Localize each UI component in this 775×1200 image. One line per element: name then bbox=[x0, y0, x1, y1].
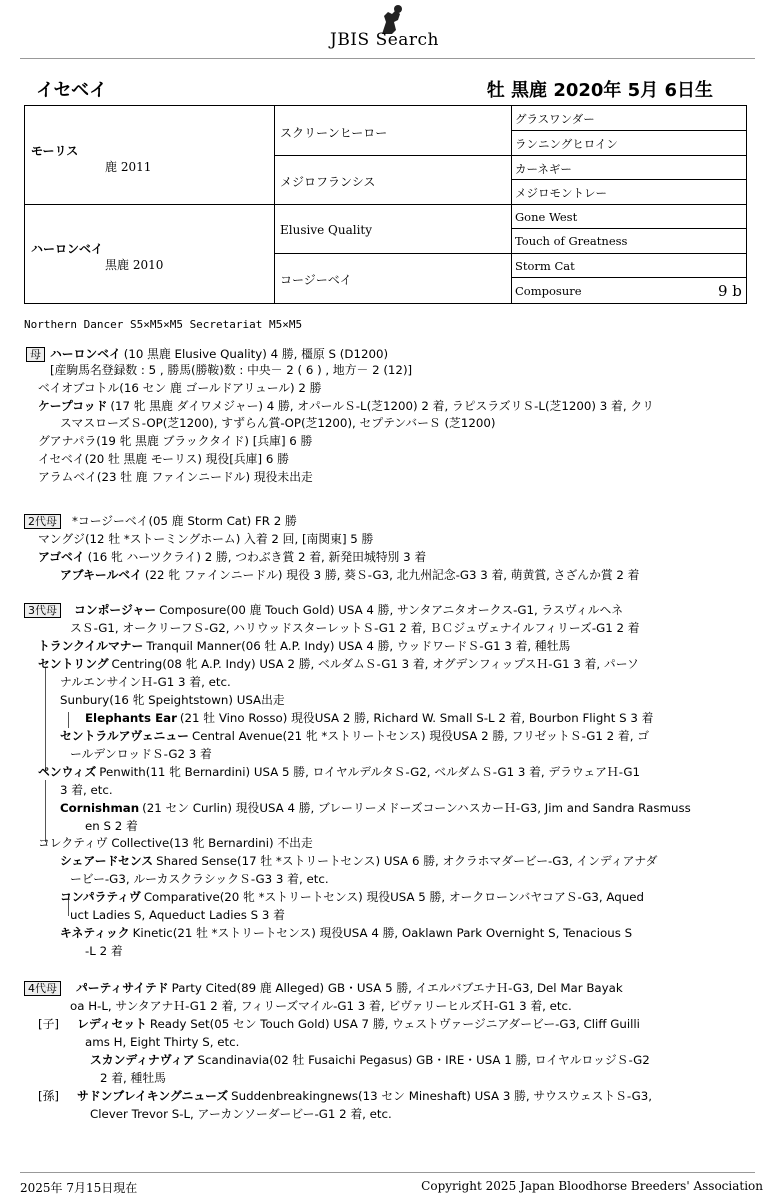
family-line bbox=[38, 764, 640, 780]
family-line bbox=[38, 469, 313, 485]
line-text: スマスローズＳ-OP(芝1200), すずらん賞-OP(芝1200), セプテンバーＳ (芝1200) bbox=[60, 416, 496, 430]
line-text: Ready Set(05 セン Touch Gold) USA 7 勝, ウェストヴァージニアダービー-G3, Cliff Guilli bbox=[149, 1017, 640, 1031]
family-line bbox=[90, 1106, 392, 1122]
family-line bbox=[50, 346, 388, 362]
line-text: (21 セン Curlin) 現役USA 4 勝, ブレーリーメドーズコーンハスカーＨ-G3, Jim and Sandra Rasmuss bbox=[142, 801, 691, 815]
line-text: (21 牡 Vino Rosso) 現役USA 2 勝, Richard W. Small S-L 2 着, Bourbon Flight S 3 着 bbox=[179, 711, 654, 725]
family-line bbox=[70, 871, 329, 887]
family-line bbox=[85, 710, 653, 726]
generation-marker: [孫] bbox=[38, 1089, 60, 1103]
footer-divider bbox=[20, 1172, 755, 1173]
family-line bbox=[85, 943, 123, 959]
line-text: イセベイ(20 牡 黒鹿 モーリス) 現役[兵庫] 6 勝 bbox=[38, 452, 289, 466]
line-text: グアナパラ(19 牝 黒鹿 ブラックタイド) [兵庫] 6 勝 bbox=[38, 434, 313, 448]
g3-5[interactable]: Gone West bbox=[515, 210, 578, 224]
family-line bbox=[85, 1034, 239, 1050]
horse-link[interactable]: トランクイルマナー bbox=[38, 639, 144, 653]
horse-link[interactable]: セントリング bbox=[38, 657, 109, 671]
line-text: (16 牝 ハーツクライ) 2 勝, つわぶき賞 2 着, 新発田城特別 3 着 bbox=[87, 550, 427, 564]
horse-info: 牡 黒鹿 2020年 5月 6日生 bbox=[486, 80, 713, 101]
horse-link[interactable]: パーティサイテド bbox=[76, 981, 169, 995]
horse-link[interactable]: ハーロンベイ bbox=[50, 347, 121, 361]
family-line bbox=[60, 782, 113, 798]
family-line bbox=[38, 433, 312, 449]
horse-link[interactable]: コンパラティヴ bbox=[60, 890, 141, 904]
line-text: Suddenbreakingnews(13 セン Mineshaft) USA 3 勝, サウスウェストＳ-G3, bbox=[231, 1089, 653, 1103]
line-text: スＳ-G1, オークリーフＳ-G2, ハリウッドスターレットＳ-G1 2 着, ＢＣジュヴェナイルフィリーズ-G1 2 着 bbox=[70, 621, 640, 635]
family-line bbox=[90, 1052, 650, 1068]
line-text: oa H-L, サンタアナＨ-G1 2 着, フィリーズマイル-G1 3 着, ビヴァリーヒルズＨ-G1 3 着, etc. bbox=[70, 999, 572, 1013]
horse-link[interactable]: レディセット bbox=[77, 1017, 147, 1031]
line-text: Shared Sense(17 牡 *ストリートセンス) USA 6 勝, オクラホマダービー-G3, インディアナダ bbox=[156, 854, 658, 868]
g3-3[interactable]: カーネギー bbox=[515, 162, 572, 176]
family-line bbox=[60, 728, 649, 744]
line-text: Comparative(20 牝 *ストリートセンス) 現役USA 5 勝, オークローンバヤコアＳ-G3, Aqued bbox=[143, 890, 644, 904]
footer-copyright: Copyright 2025 Japan Bloodhorse Breeders' Association bbox=[421, 1179, 763, 1193]
horse-link[interactable]: アゴベイ bbox=[38, 550, 85, 564]
line-text: ams H, Eight Thirty S, etc. bbox=[85, 1035, 240, 1049]
family-line bbox=[100, 1070, 166, 1086]
family-line bbox=[38, 549, 426, 565]
inbreeding-line: Northern Dancer S5×M5×M5 Secretariat M5×M5 bbox=[24, 318, 303, 331]
header-divider bbox=[20, 58, 755, 59]
family-line bbox=[60, 889, 644, 905]
family-line bbox=[60, 925, 632, 941]
horse-link[interactable]: シェアードセンス bbox=[60, 854, 154, 868]
horse-name: イセベイ bbox=[36, 80, 108, 101]
family-line bbox=[60, 800, 691, 816]
logo-text: JBIS Search bbox=[330, 30, 440, 50]
generation-marker: [子] bbox=[38, 1017, 60, 1031]
family-line bbox=[60, 692, 285, 708]
g2-sire-dam[interactable]: メジロフランシス bbox=[280, 175, 376, 189]
family-line bbox=[38, 656, 639, 672]
g3-2[interactable]: ランニングヒロイン bbox=[515, 137, 618, 151]
gen2-tag: 2代母 bbox=[24, 514, 61, 529]
sire-name[interactable]: モーリス bbox=[31, 144, 79, 158]
line-text: ナルエンサインＨ-G1 3 着, etc. bbox=[60, 675, 231, 689]
line-text: Sunbury(16 牝 Speightstown) USA出走 bbox=[60, 693, 285, 707]
family-line bbox=[70, 998, 572, 1014]
family-line bbox=[38, 531, 373, 547]
family-line bbox=[70, 620, 640, 636]
line-text: [産駒馬名登録数 : 5 , 勝馬(勝鞍)数 : 中央－ 2 ( 6 ) , 地方－ 2 (12)] bbox=[50, 363, 413, 377]
g3-4[interactable]: メジロモントレー bbox=[515, 186, 607, 200]
family-line bbox=[38, 1016, 640, 1032]
line-text: -L 2 着 bbox=[85, 944, 123, 958]
horse-link[interactable]: Elephants Ear bbox=[85, 711, 177, 725]
horse-link[interactable]: Cornishman bbox=[60, 801, 140, 815]
line-text: マングジ(12 牡 *ストーミングホーム) 入着 2 回, [南関東] 5 勝 bbox=[38, 532, 374, 546]
family-line bbox=[74, 602, 623, 618]
family-line bbox=[60, 853, 657, 869]
family-line bbox=[70, 907, 285, 923]
g3-1[interactable]: グラスワンダー bbox=[515, 112, 595, 126]
dam-color-year: 黒鹿 2010 bbox=[105, 258, 164, 272]
line-text: ベイオブコトル(16 セン 鹿 ゴールドアリュール) 2 勝 bbox=[38, 381, 322, 395]
g2-sire-sire[interactable]: スクリーンヒーロー bbox=[280, 126, 388, 140]
family-line bbox=[38, 638, 570, 654]
horse-link[interactable]: セントラルアヴェニュー bbox=[60, 729, 189, 743]
family-line bbox=[38, 1088, 652, 1104]
gen4-tag: 4代母 bbox=[24, 981, 61, 996]
family-line bbox=[72, 513, 297, 529]
family-line bbox=[60, 567, 639, 583]
line-text: Clever Trevor S-L, アーカンソーダービー-G1 2 着, etc. bbox=[90, 1107, 392, 1121]
g3-6[interactable]: Touch of Greatness bbox=[515, 234, 628, 248]
line-text: *コージーベイ(05 鹿 Storm Cat) FR 2 勝 bbox=[72, 514, 297, 528]
line-text: Centring(08 牝 A.P. Indy) USA 2 勝, ベルダムＳ-G1 3 着, オグデンフィップスＨ-G1 3 着, パーソ bbox=[111, 657, 639, 671]
line-text: Penwith(11 牝 Bernardini) USA 5 勝, ロイヤルデルタＳ-G2, ベルダムＳ-G1 3 着, デラウェアＨ-G1 bbox=[99, 765, 641, 779]
line-text: Central Avenue(21 牝 *ストリートセンス) 現役USA 2 勝, フリゼットＳ-G1 2 着, ゴ bbox=[191, 729, 650, 743]
horse-link[interactable]: コンポージャー bbox=[74, 603, 157, 617]
family-number: 9 b bbox=[718, 282, 742, 300]
line-text: Scandinavia(02 牡 Fusaichi Pegasus) GB・IRE・USA 1 勝, ロイヤルロッジＳ-G2 bbox=[197, 1053, 650, 1067]
g3-8[interactable]: Composure bbox=[515, 284, 582, 298]
family-line bbox=[38, 398, 654, 414]
line-text: ールデンロッドＳ-G2 3 着 bbox=[70, 747, 212, 761]
line-text: Kinetic(21 牡 *ストリートセンス) 現役USA 4 勝, Oaklawn Park Overnight S, Tenacious S bbox=[132, 926, 633, 940]
line-text: (10 黒鹿 Elusive Quality) 4 勝, 橿原 S (D1200) bbox=[123, 347, 389, 361]
line-text: (22 牝 ファインニードル) 現役 3 勝, 葵Ｓ-G3, 北九州記念-G3 3 着, 萌黄賞, さざんか賞 2 着 bbox=[144, 568, 640, 582]
line-text: 2 着, 種牡馬 bbox=[100, 1071, 166, 1085]
family-line bbox=[60, 415, 495, 431]
line-text: en S 2 着 bbox=[85, 819, 138, 833]
line-text: ービー-G3, ルーカスクラシックＳ-G3 3 着, etc. bbox=[70, 872, 329, 886]
dam-name[interactable]: ハーロンベイ bbox=[31, 242, 104, 256]
family-line bbox=[38, 835, 313, 851]
horse-link[interactable]: キネティック bbox=[60, 926, 130, 940]
g2-dam-sire[interactable]: Elusive Quality bbox=[280, 223, 373, 237]
line-text: Composure(00 鹿 Touch Gold) USA 4 勝, サンタアニタオークス-G1, ラスヴィルヘネ bbox=[159, 603, 624, 617]
g3-7[interactable]: Storm Cat bbox=[515, 259, 575, 273]
family-line bbox=[76, 980, 623, 996]
family-line bbox=[50, 362, 412, 378]
line-text: Tranquil Manner(06 牡 A.P. Indy) USA 4 勝, ウッドワードＳ-G1 3 着, 種牡馬 bbox=[146, 639, 571, 653]
line-text: (17 牝 黒鹿 ダイワメジャー) 4 勝, オパールＳ-L(芝1200) 2 着, ラピスラズリＳ-L(芝1200) 3 着, クリ bbox=[110, 399, 654, 413]
sire-color-year: 鹿 2011 bbox=[105, 160, 152, 174]
horse-link[interactable]: アブキールベイ bbox=[60, 568, 142, 582]
horse-link[interactable]: ケープコッド bbox=[38, 399, 108, 413]
gen3-tag: 3代母 bbox=[24, 603, 61, 618]
family-line bbox=[38, 451, 289, 467]
line-text: コレクティヴ Collective(13 牝 Bernardini) 不出走 bbox=[38, 836, 313, 850]
pedigree-table bbox=[24, 105, 747, 304]
g2-dam-dam[interactable]: コージーベイ bbox=[280, 273, 352, 287]
dam-tag: 母 bbox=[26, 347, 45, 362]
family-line bbox=[85, 818, 138, 834]
line-text: uct Ladies S, Aqueduct Ladies S 3 着 bbox=[70, 908, 285, 922]
family-line bbox=[38, 380, 321, 396]
line-text: アラムベイ(23 牡 鹿 ファインニードル) 現役未出走 bbox=[38, 470, 313, 484]
line-text: 3 着, etc. bbox=[60, 783, 113, 797]
horse-link[interactable]: ペンウィズ bbox=[38, 765, 97, 779]
horse-link[interactable]: スカンディナヴィア bbox=[90, 1053, 195, 1067]
family-line bbox=[70, 746, 212, 762]
line-text: Party Cited(89 鹿 Alleged) GB・USA 5 勝, イエルバブエナＨ-G3, Del Mar Bayak bbox=[171, 981, 623, 995]
family-line bbox=[60, 674, 231, 690]
footer-date: 2025年 7月15日現在 bbox=[20, 1181, 138, 1195]
horse-link[interactable]: サドンブレイキングニューズ bbox=[77, 1089, 229, 1103]
